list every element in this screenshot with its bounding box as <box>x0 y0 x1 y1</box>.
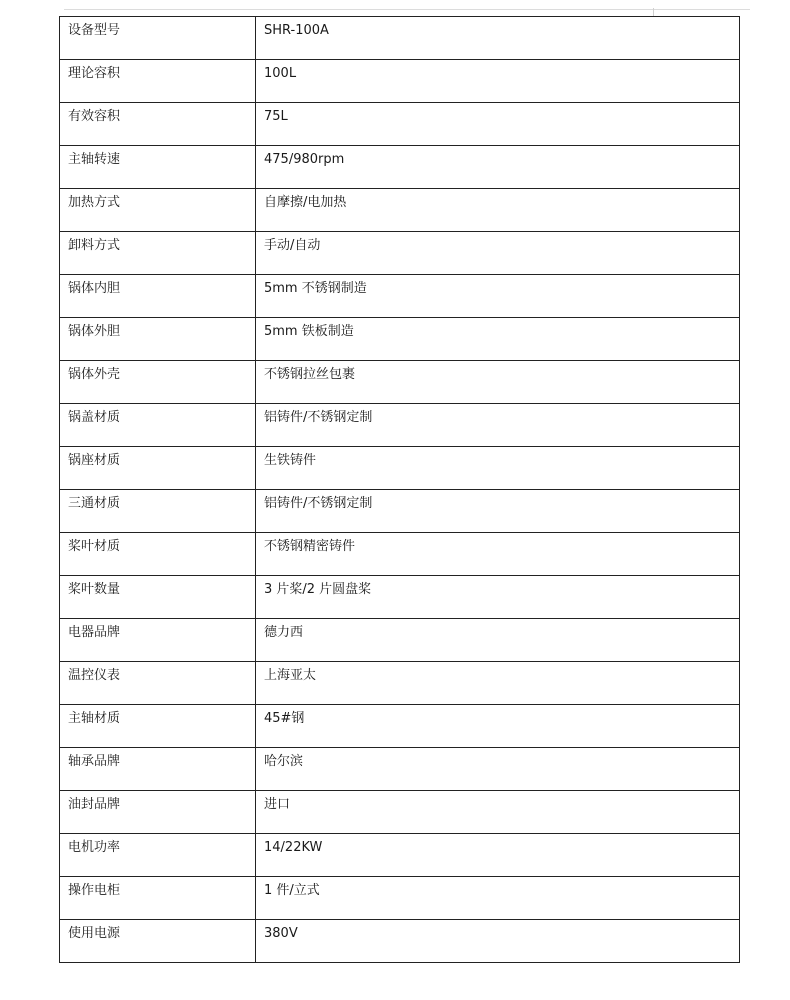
table-row <box>60 232 740 275</box>
spec-value: 铝铸件/不锈钢定制 <box>256 490 740 533</box>
spec-label: 操作电柜 <box>60 877 256 920</box>
table-row <box>60 189 740 232</box>
table-row <box>60 877 740 920</box>
spec-value: 上海亚太 <box>256 662 740 705</box>
spec-label: 锅体外胆 <box>60 318 256 361</box>
spec-value: 3 片桨/2 片圆盘桨 <box>256 576 740 619</box>
spec-label: 锅盖材质 <box>60 404 256 447</box>
spec-value: 475/980rpm <box>256 146 740 189</box>
spec-label: 锅体外壳 <box>60 361 256 404</box>
spec-label: 卸料方式 <box>60 232 256 275</box>
table-row <box>60 490 740 533</box>
spec-label: 轴承品牌 <box>60 748 256 791</box>
table-row <box>60 533 740 576</box>
top-divider-tick <box>653 8 654 16</box>
spec-label: 油封品牌 <box>60 791 256 834</box>
spec-label: 有效容积 <box>60 103 256 146</box>
table-row <box>60 748 740 791</box>
spec-value: SHR-100A <box>256 17 740 60</box>
table-row <box>60 318 740 361</box>
spec-label: 主轴材质 <box>60 705 256 748</box>
spec-value: 德力西 <box>256 619 740 662</box>
spec-label: 锅座材质 <box>60 447 256 490</box>
spec-value: 生铁铸件 <box>256 447 740 490</box>
spec-label: 理论容积 <box>60 60 256 103</box>
table-row <box>60 404 740 447</box>
spec-table <box>59 16 740 963</box>
spec-label: 三通材质 <box>60 490 256 533</box>
spec-value: 哈尔滨 <box>256 748 740 791</box>
spec-value: 不锈钢拉丝包裹 <box>256 361 740 404</box>
table-row <box>60 146 740 189</box>
spec-value: 不锈钢精密铸件 <box>256 533 740 576</box>
spec-value: 自摩擦/电加热 <box>256 189 740 232</box>
table-row <box>60 103 740 146</box>
table-row <box>60 17 740 60</box>
spec-value: 14/22KW <box>256 834 740 877</box>
table-row <box>60 361 740 404</box>
spec-label: 桨叶材质 <box>60 533 256 576</box>
table-row <box>60 60 740 103</box>
table-row <box>60 705 740 748</box>
spec-label: 加热方式 <box>60 189 256 232</box>
table-row <box>60 576 740 619</box>
spec-value: 380V <box>256 920 740 963</box>
spec-value: 进口 <box>256 791 740 834</box>
table-row <box>60 834 740 877</box>
spec-value: 75L <box>256 103 740 146</box>
table-row <box>60 619 740 662</box>
spec-value: 5mm 铁板制造 <box>256 318 740 361</box>
spec-label: 主轴转速 <box>60 146 256 189</box>
table-row <box>60 791 740 834</box>
spec-label: 锅体内胆 <box>60 275 256 318</box>
table-row <box>60 920 740 963</box>
table-row <box>60 275 740 318</box>
spec-value: 1 件/立式 <box>256 877 740 920</box>
spec-label: 桨叶数量 <box>60 576 256 619</box>
spec-label: 设备型号 <box>60 17 256 60</box>
table-row <box>60 447 740 490</box>
spec-value: 铝铸件/不锈钢定制 <box>256 404 740 447</box>
table-row <box>60 662 740 705</box>
spec-value: 5mm 不锈钢制造 <box>256 275 740 318</box>
top-divider <box>64 9 750 10</box>
spec-label: 电器品牌 <box>60 619 256 662</box>
spec-value: 100L <box>256 60 740 103</box>
spec-value: 45#钢 <box>256 705 740 748</box>
spec-label: 温控仪表 <box>60 662 256 705</box>
spec-label: 使用电源 <box>60 920 256 963</box>
spec-value: 手动/自动 <box>256 232 740 275</box>
spec-label: 电机功率 <box>60 834 256 877</box>
